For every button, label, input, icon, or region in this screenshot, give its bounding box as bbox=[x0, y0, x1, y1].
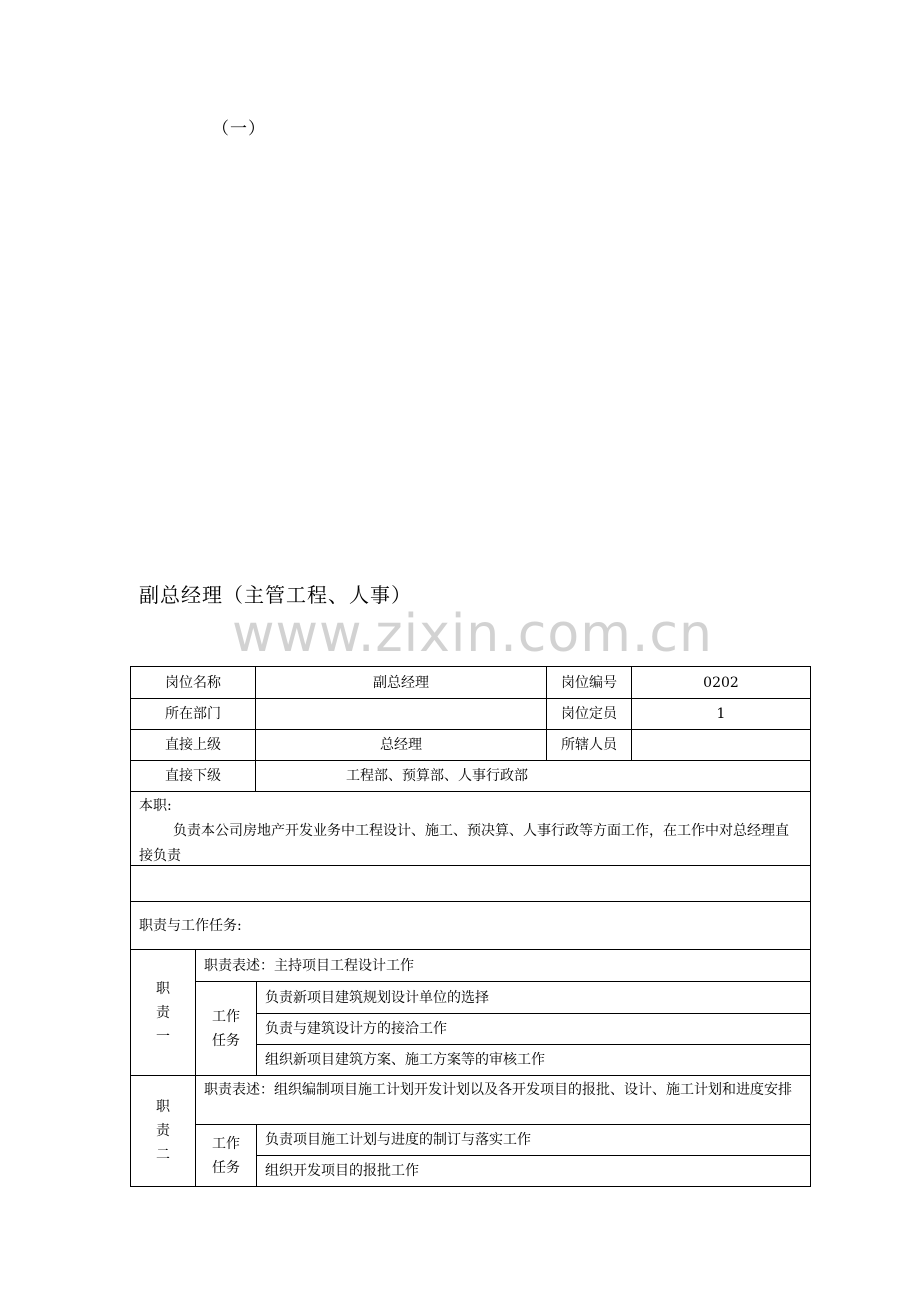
watermark: www.zixin.com.cn bbox=[232, 604, 713, 664]
staff-value bbox=[631, 729, 811, 761]
superior-label: 直接上级 bbox=[130, 729, 256, 761]
section-number: （一） bbox=[212, 119, 266, 139]
superior-value: 总经理 bbox=[255, 729, 547, 761]
position-name-value: 副总经理 bbox=[255, 666, 547, 699]
responsibility-2-task: 组织开发项目的报批工作 bbox=[256, 1155, 811, 1187]
responsibility-1-task: 组织新项目建筑方案、施工方案等的审核工作 bbox=[256, 1044, 811, 1076]
empty-row bbox=[130, 865, 811, 902]
responsibility-1-task-label: 工作 任务 bbox=[195, 981, 257, 1076]
subordinate-label: 直接下级 bbox=[130, 760, 256, 792]
position-code-label: 岗位编号 bbox=[546, 666, 632, 699]
responsibility-2-task-label: 工作 任务 bbox=[195, 1124, 257, 1187]
responsibility-1-label: 职 责 一 bbox=[130, 949, 196, 1076]
responsibility-2-task: 负责项目施工计划与进度的制订与落实工作 bbox=[256, 1124, 811, 1156]
duty-label: 本职: bbox=[139, 798, 172, 814]
subordinate-value: 工程部、预算部、人事行政部 bbox=[255, 760, 811, 792]
tasks-heading: 职责与工作任务: bbox=[130, 901, 811, 950]
department-label: 所在部门 bbox=[130, 698, 256, 730]
responsibility-1-task: 负责与建筑设计方的接洽工作 bbox=[256, 1013, 811, 1045]
responsibility-2-label: 职 责 二 bbox=[130, 1075, 196, 1187]
job-description-table bbox=[130, 666, 811, 1187]
duty-section bbox=[130, 791, 811, 866]
position-name-label: 岗位名称 bbox=[130, 666, 256, 699]
department-value bbox=[255, 698, 547, 730]
responsibility-2-statement: 职责表述：组织编制项目施工计划开发计划以及各开发项目的报批、设计、施工计划和进度安排 bbox=[195, 1075, 811, 1125]
document-title: 副总经理（主管工程、人事） bbox=[139, 583, 412, 607]
headcount-label: 岗位定员 bbox=[546, 698, 632, 730]
headcount-value: 1 bbox=[631, 698, 811, 730]
staff-label: 所辖人员 bbox=[546, 729, 632, 761]
position-code-value: 0202 bbox=[631, 666, 811, 699]
responsibility-1-statement: 职责表述：主持项目工程设计工作 bbox=[195, 949, 811, 982]
responsibility-1-task: 负责新项目建筑规划设计单位的选择 bbox=[256, 981, 811, 1014]
duty-text: 负责本公司房地产开发业务中工程设计、施工、预决算、人事行政等方面工作，在工作中对总经理直接负责 bbox=[139, 823, 789, 864]
